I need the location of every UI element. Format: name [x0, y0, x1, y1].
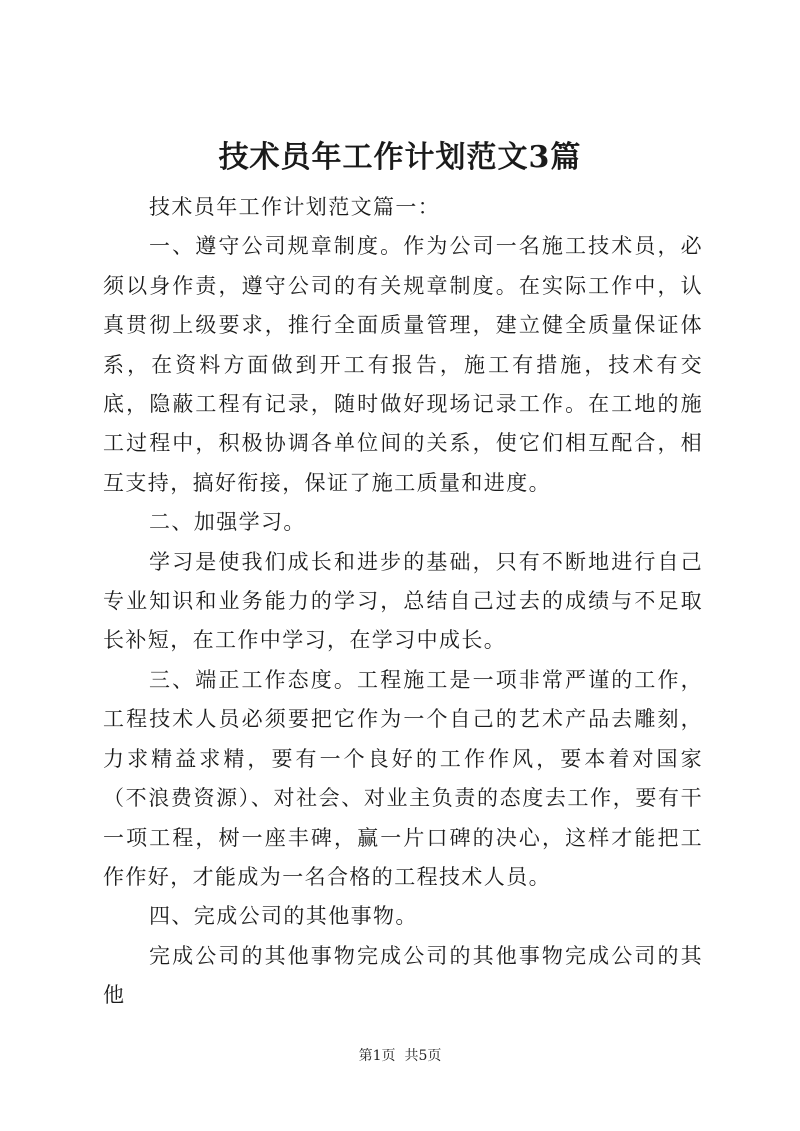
- paragraph-section-three: 三、端正工作态度。工程施工是一项非常严谨的工作，工程技术人员必须要把它作为一个自己的艺术产品去雕刻，力求精益求精，要有一个良好的工作作风，要本着对国家（不浪费资源）、对社会、对业主负责的态度去工作，要有干一项工程，树一座丰碑，赢一片口碑的决心，这样才能把工作作好，才能成为一名合格的工程技术人员。: [103, 667, 703, 889]
- paragraph-section-four-heading: 四、完成公司的其他事物。: [149, 904, 418, 929]
- paragraph-section-one: 一、遵守公司规章制度。作为公司一名施工技术员，必须以身作责，遵守公司的有关规章制度。在实际工作中，认真贯彻上级要求，推行全面质量管理，建立健全质量保证体系，在资料方面做到开工有报告，施工有措施，技术有交底，隐蔽工程有记录，随时做好现场记录工作。在工地的施工过程中，积极协调各单位间的关系，使它们相互配合，相互支持，搞好衔接，保证了施工质量和进度。: [103, 234, 703, 495]
- page-total: 共5页: [404, 1048, 442, 1064]
- page-number: 第1页: [358, 1048, 396, 1064]
- paragraph-intro: 技术员年工作计划范文篇一：: [149, 195, 441, 219]
- paragraph-section-four-body: 完成公司的其他事物完成公司的其他事物完成公司的其他: [103, 943, 703, 1008]
- paragraph-section-two-body: 学习是使我们成长和进步的基础，只有不断地进行自己专业知识和业务能力的学习，总结自己过去的成绩与不足取长补短，在工作中学习，在学习中成长。: [103, 549, 703, 653]
- paragraph-section-two-heading: 二、加强学习。: [149, 510, 306, 535]
- page-footer: [0, 1046, 800, 1066]
- document-title: 技术员年工作计划范文3篇: [218, 140, 582, 175]
- document-body: [103, 188, 703, 1016]
